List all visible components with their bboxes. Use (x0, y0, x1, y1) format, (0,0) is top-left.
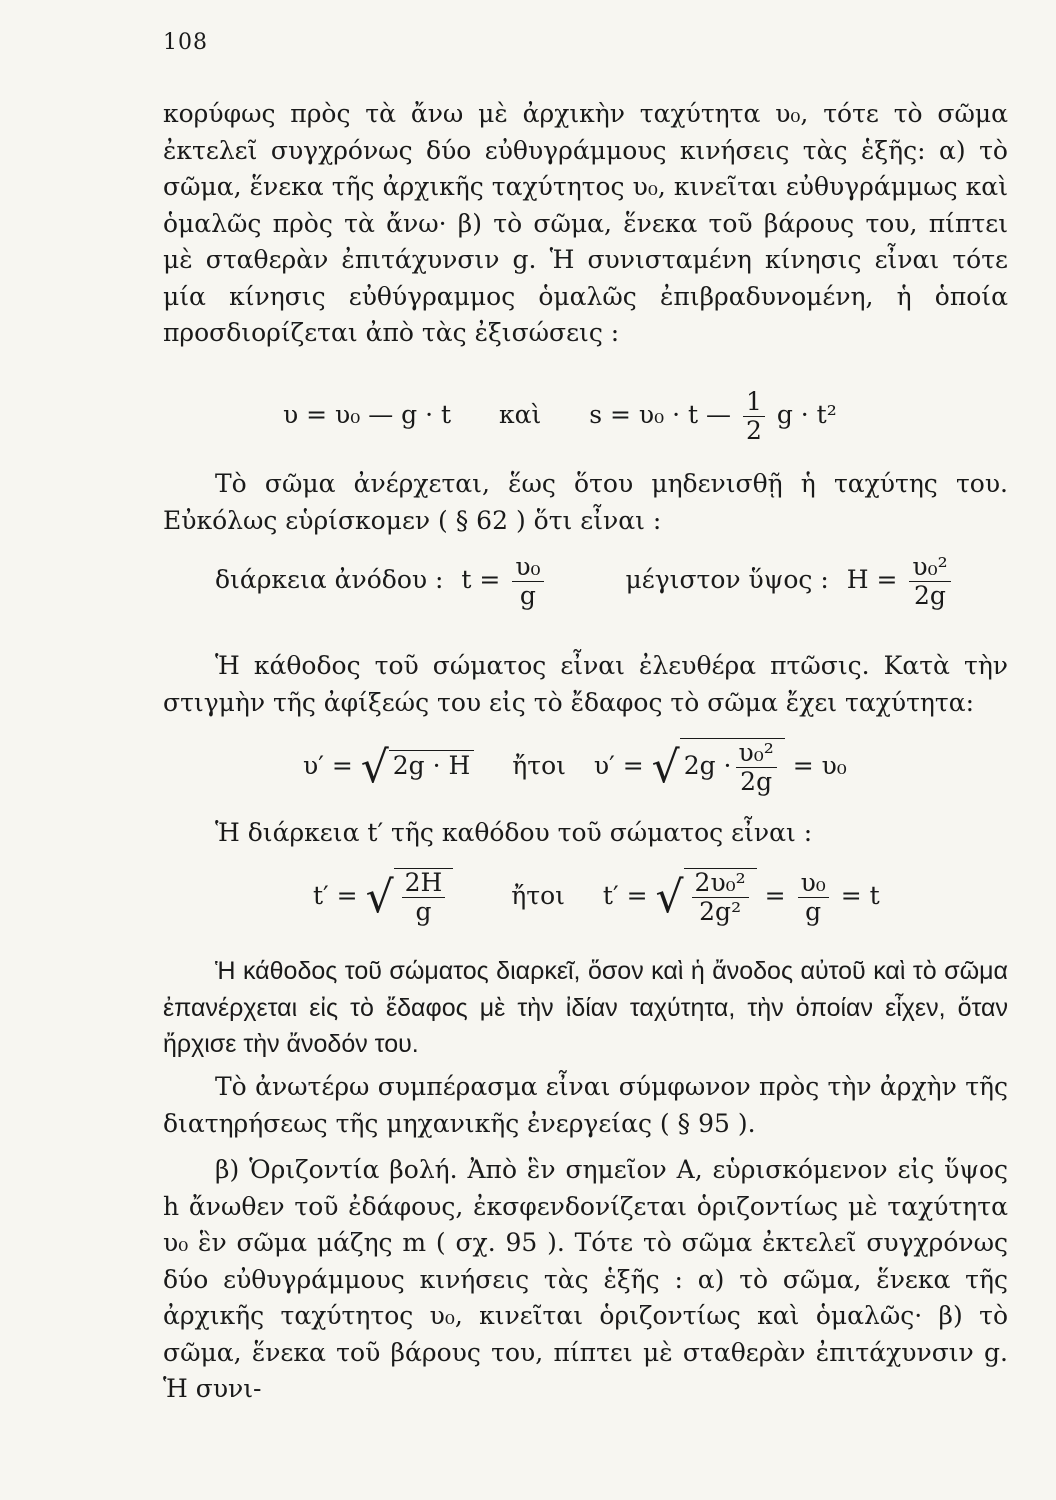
equations-velocity-landing: υ′ = √ 2g · H ἤτοι υ′ = √ 2g · $\frac{\text{υ₀²}}{2g}$ = υ₀ (303, 738, 847, 796)
paragraph-6 (163, 1069, 1008, 1142)
sqrt-icon: √ (651, 742, 680, 793)
fraction-half: $\frac{1}{2}$ (743, 388, 765, 445)
paragraph-7 (163, 1152, 1008, 1408)
eq-and: καὶ (499, 400, 542, 429)
eq-velocity: υ = υ₀ — g · t (283, 400, 452, 429)
paragraph-text: Ἡ διάρκεια t′ τῆς καθόδου τοῦ σώματος εἶναι : (215, 818, 813, 847)
eq-displacement-a: s = υ₀ · t — (589, 400, 731, 429)
sqrt-body: 2g · $\frac{\text{υ₀²}}{2g}$ (680, 738, 785, 796)
fraction-H: $\frac{\text{υ₀²}}{2g}$ (909, 553, 950, 610)
sqrt-icon: √ (655, 872, 684, 923)
sqrt-icon: √ (365, 872, 394, 923)
eq-displacement-b: g · t² (776, 400, 837, 429)
ascent-duration-label: διάρκεια ἀνόδου : (215, 565, 444, 594)
paragraph-4 (163, 815, 1008, 852)
paragraph-text: Ἡ κάθοδος τοῦ σώματος διαρκεῖ, ὅσον καὶ ἡ ἄνοδος αὐτοῦ καὶ τὸ σῶμα ἐπανέρχεται εἰς τὸ ἔδαφος μὲ τὴν ἰδίαν ταχύτητα, τὴν ὁποίαν εἶχεν, ὅταν ἤρχισε τὴν ἄνοδόν του. (163, 957, 1008, 1058)
paragraph-5 (163, 953, 1008, 1063)
paragraph-2 (163, 466, 1008, 539)
page-number: 108 (163, 30, 208, 55)
sqrt-icon: √ (360, 742, 389, 793)
equations-motion (283, 388, 837, 445)
paragraph-text: β) Ὁριζοντία βολή. Ἀπὸ ἓν σημεῖον Α, εὑρισκόμενον εἰς ὕψος h ἄνωθεν τοῦ ἐδάφους, ἐκσφενδονίζεται ὁριζοντίως μὲ ταχύτητα υ₀ ἓν σῶμα μάζης m ( σχ. 95 ). Τότε τὸ σῶμα ἐκτελεῖ συγχρόνως δύο εὐθυγράμμους κινήσεις τὰς ἑξῆς : α) τὸ σῶμα, ἕνεκα τῆς ἀρχικῆς ταχύτητος υ₀, κινεῖται ὁριζοντίως καὶ ὁμαλῶς· β) τὸ σῶμα, ἕνεκα τοῦ βάρους του, πίπτει μὲ σταθερὰν ἐπιτάχυνσιν g. Ἡ συνι- (163, 1155, 1008, 1403)
paragraph-text: Τὸ σῶμα ἀνέρχεται, ἕως ὅτου μηδενισθῇ ἡ ταχύτης του. Εὐκόλως εὑρίσκομεν ( § 62 ) ὅτι εἶναι : (163, 469, 1008, 535)
paragraph-text: Ἡ κάθοδος τοῦ σώματος εἶναι ἐλευθέρα πτῶσις. Κατὰ τὴν στιγμὴν τῆς ἀφίξεώς του εἰς τὸ ἔδαφος τὸ σῶμα ἔχει ταχύτητα: (163, 651, 1008, 717)
fraction-t: $\frac{\text{υ₀}}{g}$ (512, 553, 543, 610)
paragraph-text: Τὸ ἀνωτέρω συμπέρασμα εἶναι σύμφωνον πρὸς τὴν ἀρχὴν τῆς διατηρήσεως τῆς μηχανικῆς ἐνεργείας ( § 95 ). (163, 1072, 1008, 1138)
paragraph-3 (163, 648, 1008, 721)
equations-descent: t′ = √ $\frac{2H}{g}$ ἤτοι t′ = √ $\frac{\text{2υ₀²}}{\text{2g²}}$ = $\frac{\text{υ₀}}{g}$ = t (313, 868, 880, 926)
paragraph-text: κορύφως πρὸς τὰ ἄνω μὲ ἀρχικὴν ταχύτητα υ₀, τότε τὸ σῶμα ἐκτελεῖ συγχρόνως δύο εὐθυγράμμους κινήσεις τὰς ἑξῆς: α) τὸ σῶμα, ἕνεκα τῆς ἀρχικῆς ταχύτητος υ₀, κινεῖται εὐθυγράμμως καὶ ὁμαλῶς πρὸς τὰ ἄνω· β) τὸ σῶμα, ἕνεκα τοῦ βάρους του, πίπτει μὲ σταθερὰν ἐπιτάχυνσιν g. Ἡ συνισταμένη κίνησις εἶναι τότε μία κίνησις εὐθύγραμμος ὁμαλῶς ἐπιβραδυνομένη, ἡ ὁποία προσδιορίζεται ἀπὸ τὰς ἐξισώσεις : (163, 99, 1008, 347)
max-height-label: μέγιστον ὕψος : (625, 565, 829, 594)
equations-ascent: διάρκεια ἀνόδου : t = $\frac{\text{υ₀}}{g}$ μέγιστον ὕψος : H = $\frac{\text{υ₀²}}{2g}$ (215, 553, 955, 610)
paragraph-1 (163, 96, 1008, 352)
